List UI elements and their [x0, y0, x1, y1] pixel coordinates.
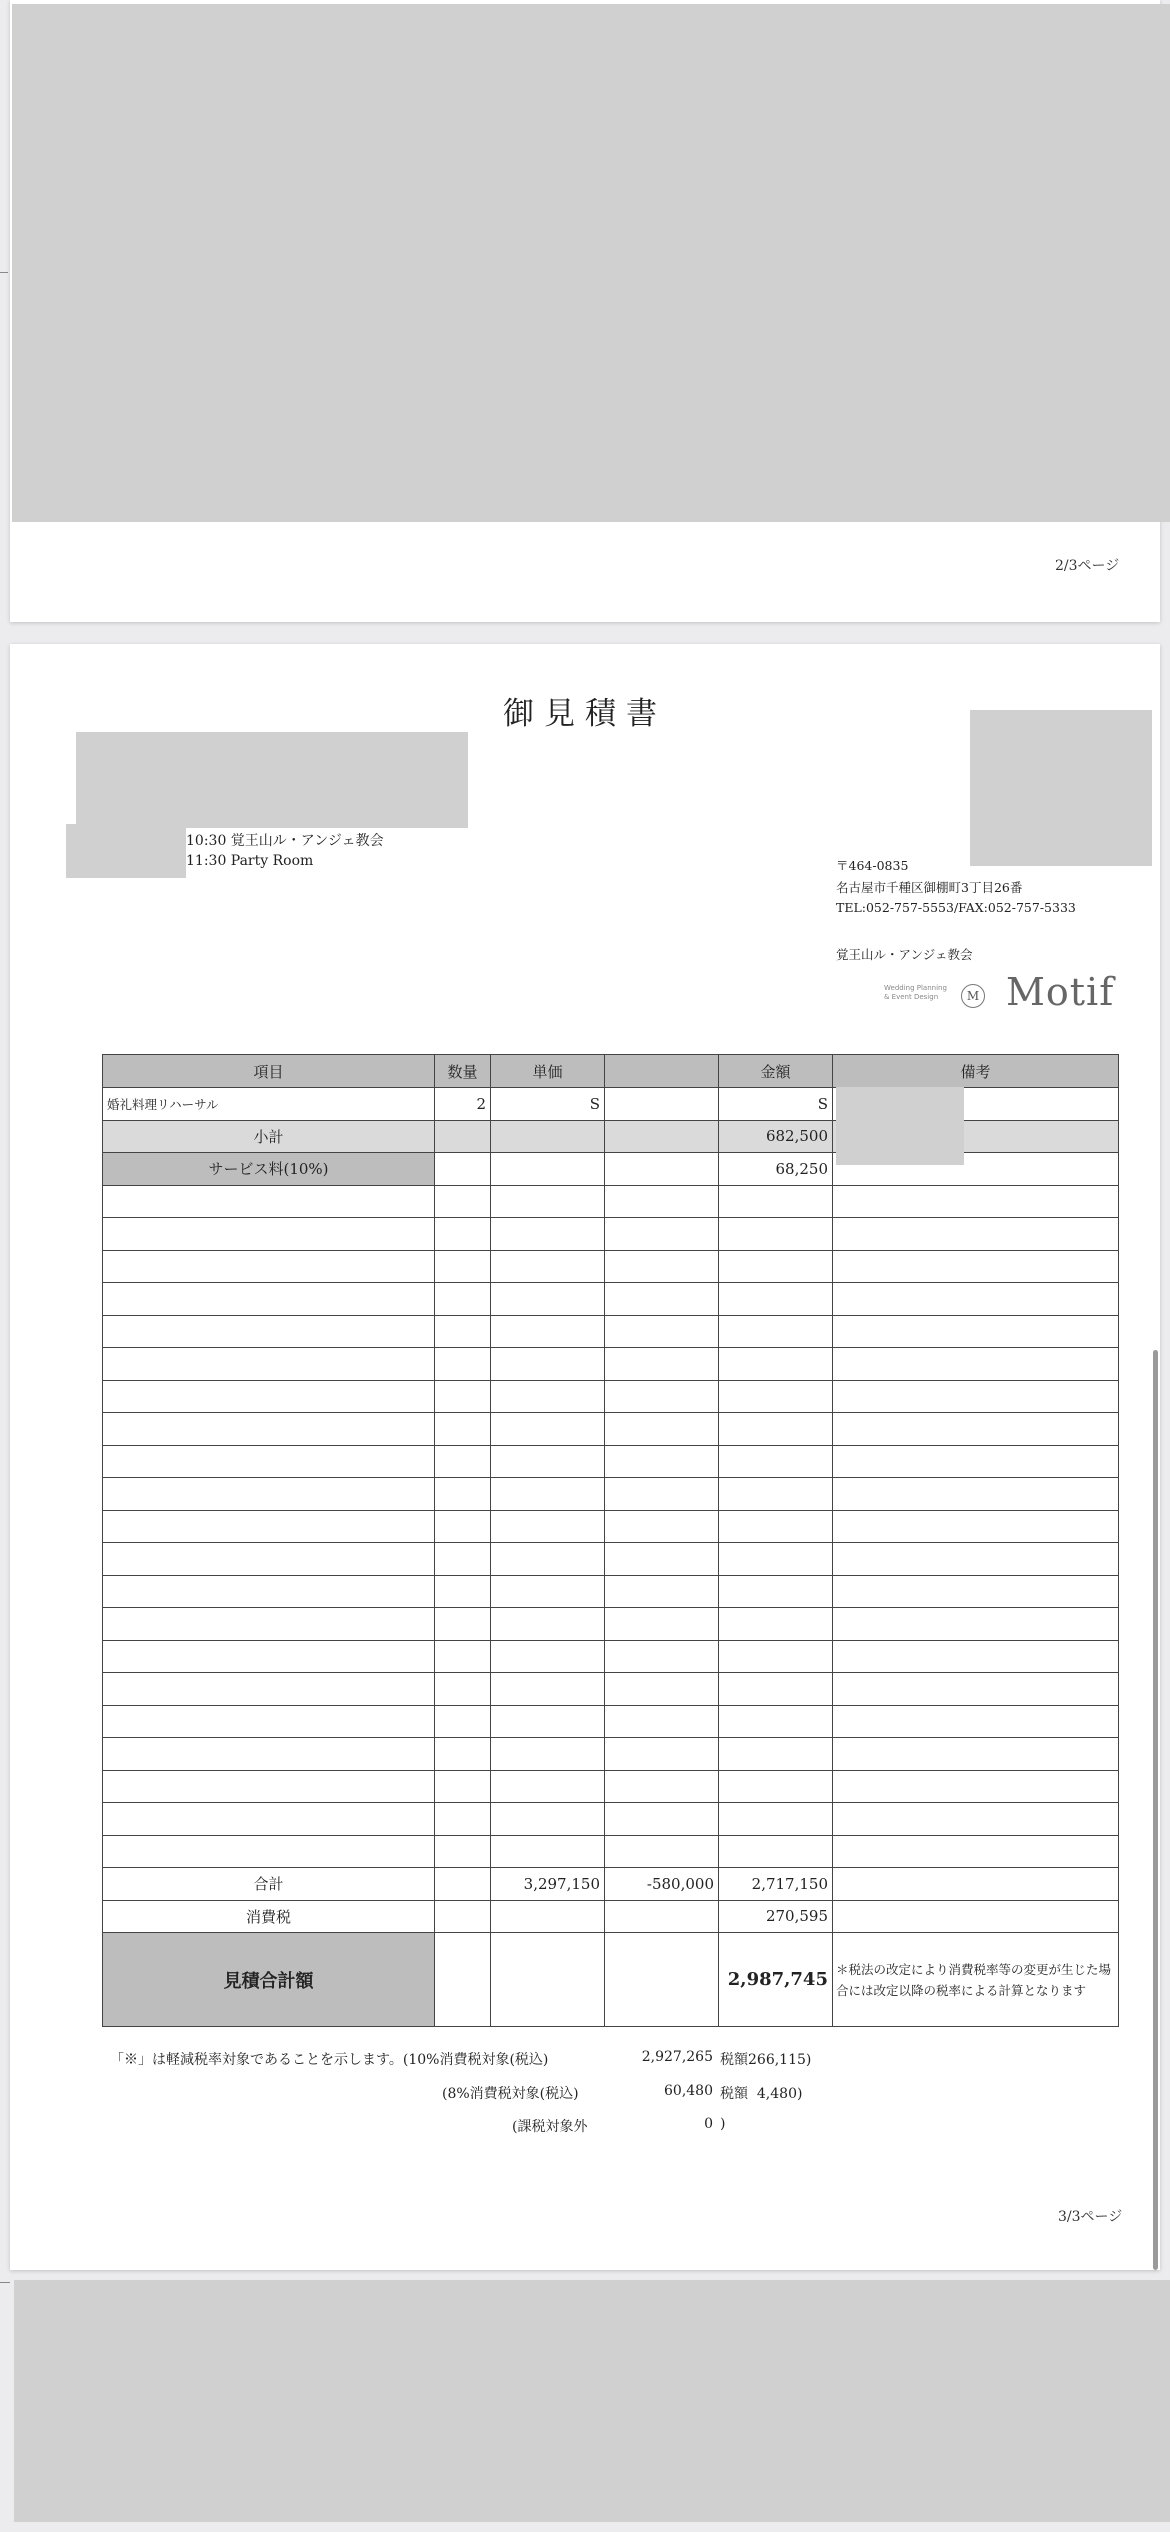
footnote-10pct-label: 「※」は軽減税率対象であることを示します。(10%消費税対象(税込) — [110, 2052, 549, 2068]
line-item: 婚礼料理リハーサル — [103, 1088, 435, 1121]
scrollbar[interactable] — [1153, 1350, 1158, 2270]
header-blank — [605, 1055, 719, 1088]
header-remarks: 備考 — [833, 1055, 1119, 1088]
empty-row — [103, 1803, 1119, 1836]
page-edge-mark — [0, 2282, 10, 2283]
table-header-row — [103, 1055, 1119, 1088]
grand-total-label: 見積合計額 — [103, 1933, 435, 2027]
footnote-10pct-amount: 2,927,265 — [641, 2049, 713, 2065]
empty-row — [103, 1770, 1119, 1803]
empty-row — [103, 1283, 1119, 1316]
footnote-nontax-amount: 0 — [704, 2116, 713, 2132]
header-amount: 金額 — [719, 1055, 833, 1088]
tax-note: ＊税法の改定により消費税率等の変更が生じた場合には改定以降の税率による計算となります — [833, 1933, 1119, 2027]
document-title: 御見積書 — [503, 696, 667, 732]
redacted-remark — [836, 1087, 964, 1165]
subtotal-label: 小計 — [103, 1120, 435, 1153]
page-edge-mark — [0, 272, 8, 273]
empty-row — [103, 1510, 1119, 1543]
empty-row — [103, 1673, 1119, 1706]
line-unit-price: S — [491, 1088, 605, 1121]
total-label: 合計 — [103, 1868, 435, 1901]
header-qty: 数量 — [435, 1055, 491, 1088]
empty-row — [103, 1640, 1119, 1673]
empty-row — [103, 1380, 1119, 1413]
footnote-nontax-label: (課税対象外 — [512, 2119, 588, 2135]
empty-row — [103, 1348, 1119, 1381]
company-postal: 〒464-0835 — [836, 858, 909, 873]
estimate-table — [102, 1054, 1119, 2027]
empty-row — [103, 1705, 1119, 1738]
empty-row — [103, 1413, 1119, 1446]
footnote-8pct-amount: 60,480 — [664, 2083, 713, 2099]
empty-row — [103, 1738, 1119, 1771]
subtotal-row — [103, 1120, 1119, 1153]
redacted-date — [66, 824, 186, 878]
line-amount: S — [719, 1088, 833, 1121]
page-number: 3/3ページ — [1058, 2209, 1123, 2225]
footnote-nontax-tax: ) — [720, 2116, 726, 2132]
total-row — [103, 1868, 1119, 1901]
footnote-10pct-tax: 税額266,115) — [720, 2052, 812, 2068]
service-amount: 68,250 — [719, 1153, 833, 1186]
empty-row — [103, 1608, 1119, 1641]
schedule-ceremony: 10:30 覚王山ル・アンジェ教会 — [186, 833, 384, 849]
tax-amount: 270,595 — [719, 1900, 833, 1933]
empty-row — [103, 1185, 1119, 1218]
total-discount: -580,000 — [605, 1868, 719, 1901]
redacted-recipient — [76, 732, 468, 828]
logo-wordmark: Motif — [1006, 970, 1115, 1014]
company-address: 名古屋市千種区御棚町3丁目26番 — [836, 880, 1023, 895]
schedule-party: 11:30 Party Room — [186, 853, 314, 869]
total-amount: 2,717,150 — [719, 1868, 833, 1901]
grand-total-row — [103, 1933, 1119, 2027]
header-unit-price: 単価 — [491, 1055, 605, 1088]
empty-row — [103, 1835, 1119, 1868]
grand-total-amount: 2,987,745 — [719, 1933, 833, 2027]
company-tel-fax: TEL:052-757-5553/FAX:052-757-5333 — [836, 900, 1076, 915]
redacted-area — [14, 2280, 1170, 2522]
service-row — [103, 1153, 1119, 1186]
empty-row — [103, 1575, 1119, 1608]
service-label: サービス料(10%) — [103, 1153, 435, 1186]
empty-row — [103, 1445, 1119, 1478]
company-venue: 覚王山ル・アンジェ教会 — [836, 947, 973, 962]
empty-row — [103, 1250, 1119, 1283]
header-item: 項目 — [103, 1055, 435, 1088]
footnote-8pct-tax: 税額 4,480) — [720, 2086, 803, 2102]
empty-row — [103, 1543, 1119, 1576]
tax-row — [103, 1900, 1119, 1933]
line-qty: 2 — [435, 1088, 491, 1121]
logo-subtitle-1: Wedding Planning — [884, 984, 947, 992]
motif-logo — [884, 984, 947, 1002]
redacted-stamp — [970, 710, 1152, 866]
table-row — [103, 1088, 1119, 1121]
empty-row — [103, 1315, 1119, 1348]
empty-row — [103, 1478, 1119, 1511]
total-unit-price: 3,297,150 — [491, 1868, 605, 1901]
tax-label: 消費税 — [103, 1900, 435, 1933]
empty-row — [103, 1218, 1119, 1251]
empty-rows — [103, 1185, 1119, 1868]
redacted-area — [12, 4, 1170, 522]
logo-subtitle-2: & Event Design — [884, 993, 939, 1001]
subtotal-amount: 682,500 — [719, 1120, 833, 1153]
footnote-8pct-label: (8%消費税対象(税込) — [442, 2086, 579, 2102]
logo-mark: M — [961, 984, 985, 1008]
page-number: 2/3ページ — [1055, 558, 1120, 574]
